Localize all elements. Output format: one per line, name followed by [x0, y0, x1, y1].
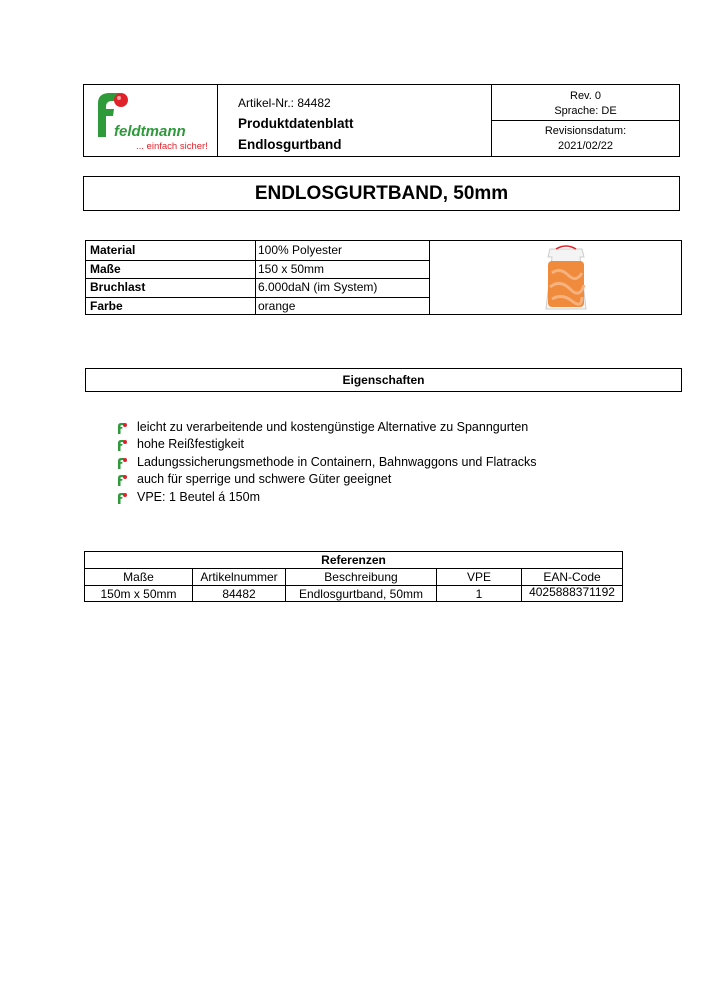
feldtmann-bullet-icon — [115, 491, 129, 505]
column-header: Beschreibung — [286, 569, 437, 585]
logo-wordmark: feldtmann — [114, 123, 186, 140]
revision-cell — [492, 85, 679, 156]
table-cell: 1 — [437, 586, 522, 602]
properties-heading: Eigenschaften — [85, 368, 682, 392]
list-item — [115, 489, 260, 505]
feature-text: hohe Reißfestigkeit — [137, 437, 245, 451]
doc-type: Produktdatenblatt — [238, 116, 354, 131]
feature-text: auch für sperrige und schwere Güter geeignet — [137, 472, 392, 486]
list-item — [115, 454, 537, 470]
feldtmann-bullet-icon — [115, 438, 129, 452]
feature-text: leicht zu verarbeitende und kostengünstige Alternative zu Spanngurten — [137, 420, 529, 434]
list-item — [115, 436, 244, 452]
feldtmann-bullet-icon — [115, 421, 129, 435]
spec-table — [85, 240, 682, 315]
column-header: VPE — [437, 569, 522, 585]
document-header — [83, 84, 680, 157]
spec-value: 150 x 50mm — [256, 260, 430, 279]
column-header: Maße — [85, 569, 193, 585]
revision-top — [492, 85, 679, 121]
product-name: Endlosgurtband — [238, 137, 342, 152]
page-title: ENDLOSGURTBAND, 50mm — [83, 176, 680, 211]
table-cell: 150m x 50mm — [85, 586, 193, 602]
logo-tagline: ... einfach sicher! — [136, 141, 208, 152]
list-item — [115, 419, 528, 435]
spec-row — [86, 241, 430, 261]
table-cell: Endlosgurtband, 50mm — [286, 586, 437, 602]
feldtmann-bullet-icon — [115, 456, 129, 470]
language: Sprache: DE — [554, 105, 617, 117]
spec-row — [86, 278, 430, 298]
feature-text: Ladungssicherungsmethode in Containern, Bahnwaggons und Flatracks — [137, 455, 537, 469]
spec-value: 100% Polyester — [256, 241, 430, 260]
revision-date-label: Revisionsdatum: — [544, 125, 627, 137]
references-title: Referenzen — [85, 552, 622, 569]
spec-row — [86, 297, 430, 316]
spec-label: Bruchlast — [86, 278, 256, 297]
spec-value: 6.000daN (im System) — [256, 278, 430, 297]
list-item — [115, 471, 391, 487]
table-cell: 84482 — [193, 586, 286, 602]
column-header: Artikelnummer — [193, 569, 286, 585]
spec-value: orange — [256, 297, 430, 316]
revision-date: 2021/02/22 — [557, 140, 614, 152]
feature-text: VPE: 1 Beutel á 150m — [137, 490, 260, 504]
feldtmann-logo — [84, 85, 216, 155]
logo-cell — [84, 85, 218, 156]
spec-label: Maße — [86, 260, 256, 279]
product-image — [536, 243, 596, 313]
table-cell: 4025888371192 — [529, 585, 615, 599]
feldtmann-bullet-icon — [115, 473, 129, 487]
spec-label: Material — [86, 241, 256, 260]
revision-number: Rev. 0 — [570, 90, 601, 102]
spec-row — [86, 260, 430, 280]
spec-label: Farbe — [86, 297, 256, 316]
header-info-cell — [218, 85, 492, 156]
references-table — [84, 551, 623, 602]
column-header: EAN-Code — [543, 570, 601, 584]
article-number: Artikel-Nr.: 84482 — [238, 96, 331, 110]
